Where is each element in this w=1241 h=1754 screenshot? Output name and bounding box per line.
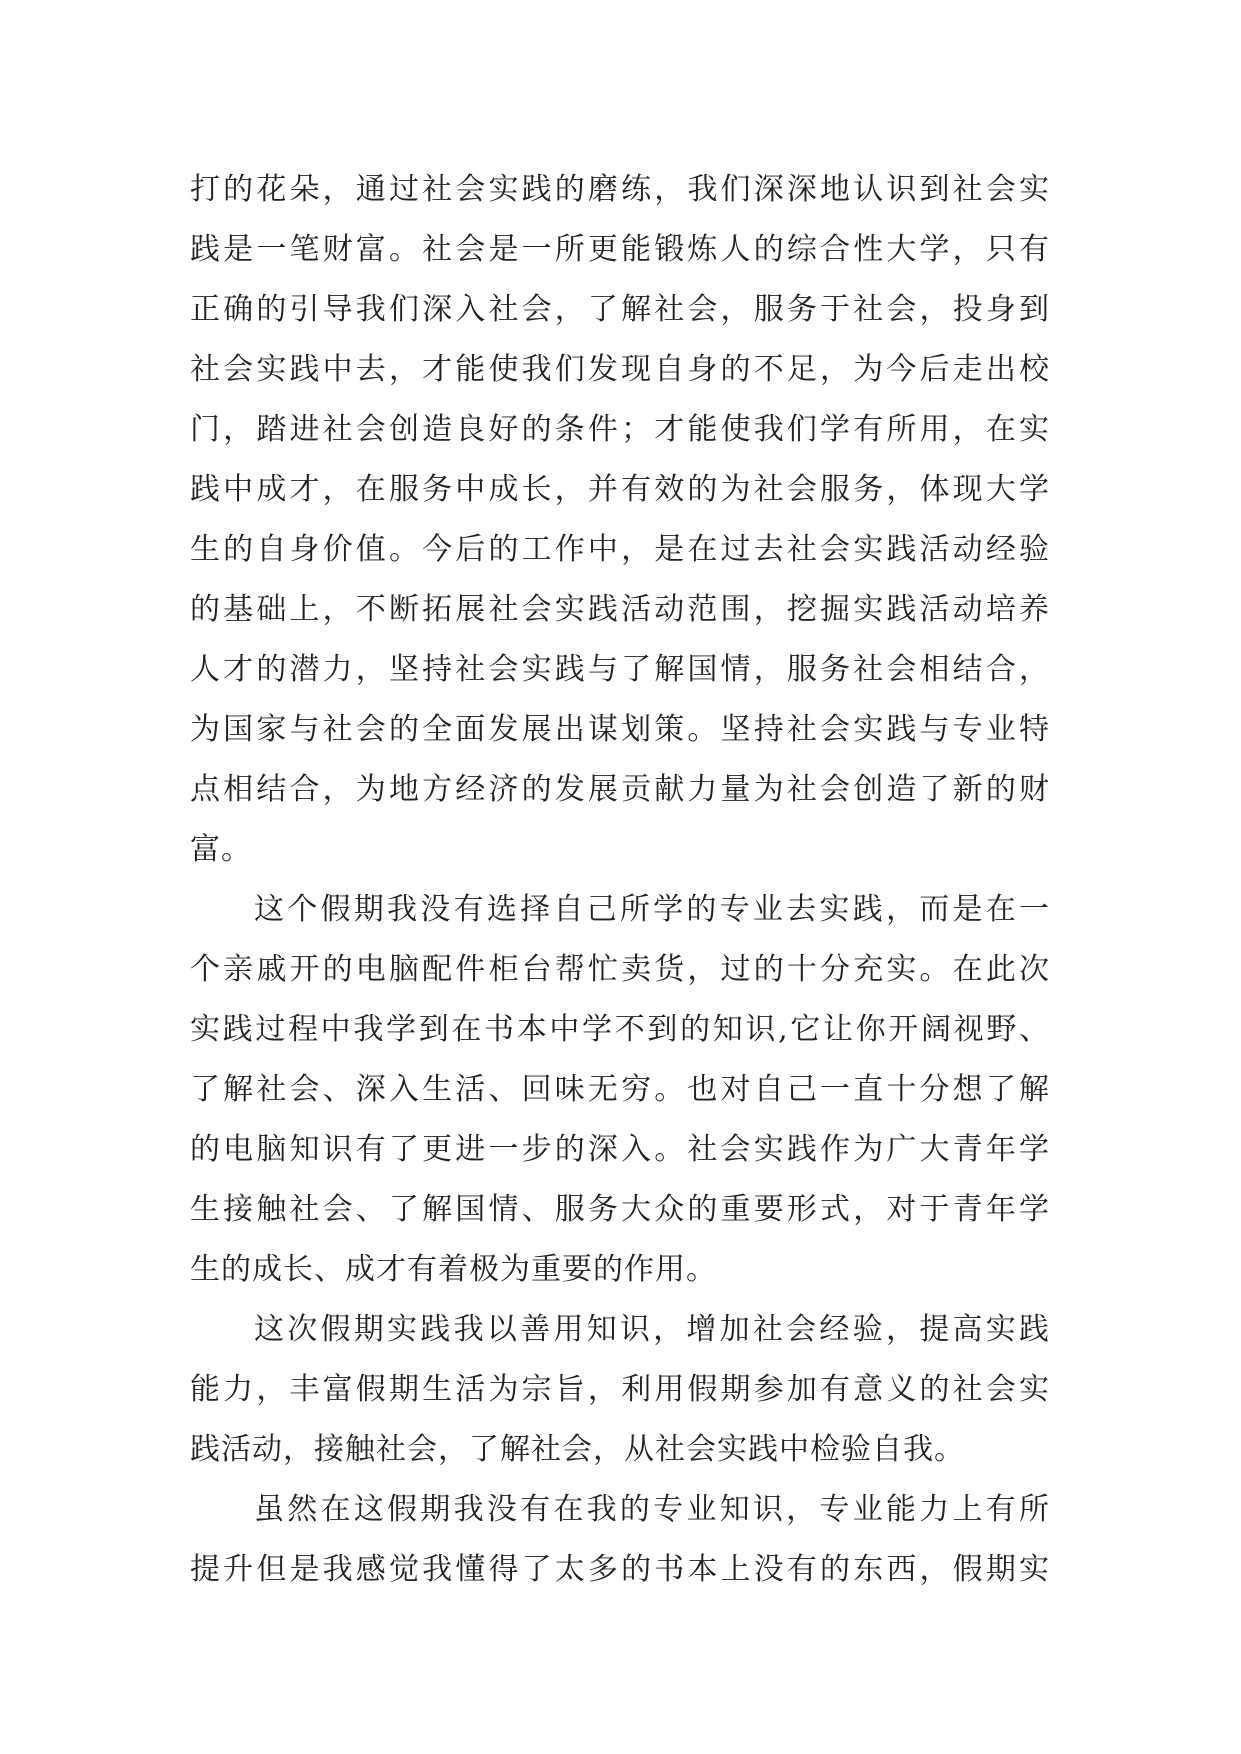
text-line: 这次假期实践我以善用知识，增加社会经验，提高实践 [254, 1312, 1050, 1347]
text-line: 门，踏进社会创造良好的条件；才能使我们学有所用，在实 [190, 412, 1050, 447]
paragraph-1 [190, 160, 1050, 880]
text-line: 虽然在这假期我没有在我的专业知识，专业能力上有所 [254, 1492, 1050, 1527]
document-body [190, 160, 1050, 1600]
text-line: 为国家与社会的全面发展出谋划策。坚持社会实践与专业特 [190, 712, 1050, 747]
text-line: 生接触社会、了解国情、服务大众的重要形式，对于青年学 [190, 1192, 1050, 1227]
text-line: 人才的潜力，坚持社会实践与了解国情，服务社会相结合， [190, 652, 1050, 687]
text-line: 的基础上，不断拓展社会实践活动范围，挖掘实践活动培养 [190, 592, 1050, 627]
paragraph-3 [190, 1300, 1050, 1480]
text-line: 践是一笔财富。社会是一所更能锻炼人的综合性大学，只有 [190, 232, 1050, 267]
text-line: 这个假期我没有选择自己所学的专业去实践，而是在一 [254, 892, 1050, 927]
text-line: 正确的引导我们深入社会，了解社会，服务于社会，投身到 [190, 292, 1050, 327]
text-line: 点相结合，为地方经济的发展贡献力量为社会创造了新的财 [190, 772, 1050, 807]
paragraph-4 [190, 1480, 1050, 1600]
text-line: 实践过程中我学到在书本中学不到的知识,它让你开阔视野、 [190, 1012, 1050, 1047]
text-line: 践活动，接触社会，了解社会，从社会实践中检验自我。 [190, 1432, 965, 1467]
text-line: 富。 [190, 832, 252, 867]
text-line: 社会实践中去，才能使我们发现自身的不足，为今后走出校 [190, 352, 1050, 387]
paragraph-2 [190, 880, 1050, 1300]
text-line: 了解社会、深入生活、回味无穷。也对自己一直十分想了解 [190, 1072, 1050, 1107]
text-line: 生的成长、成才有着极为重要的作用。 [190, 1252, 717, 1287]
text-line: 提升但是我感觉我懂得了太多的书本上没有的东西，假期实 [190, 1552, 1050, 1587]
text-line: 能力，丰富假期生活为宗旨，利用假期参加有意义的社会实 [190, 1372, 1050, 1407]
text-line: 打的花朵，通过社会实践的磨练，我们深深地认识到社会实 [190, 172, 1050, 207]
text-line: 生的自身价值。今后的工作中，是在过去社会实践活动经验 [190, 532, 1050, 567]
text-line: 个亲戚开的电脑配件柜台帮忙卖货，过的十分充实。在此次 [190, 952, 1050, 987]
text-line: 的电脑知识有了更进一步的深入。社会实践作为广大青年学 [190, 1132, 1050, 1167]
text-line: 践中成才，在服务中成长，并有效的为社会服务，体现大学 [190, 472, 1050, 507]
